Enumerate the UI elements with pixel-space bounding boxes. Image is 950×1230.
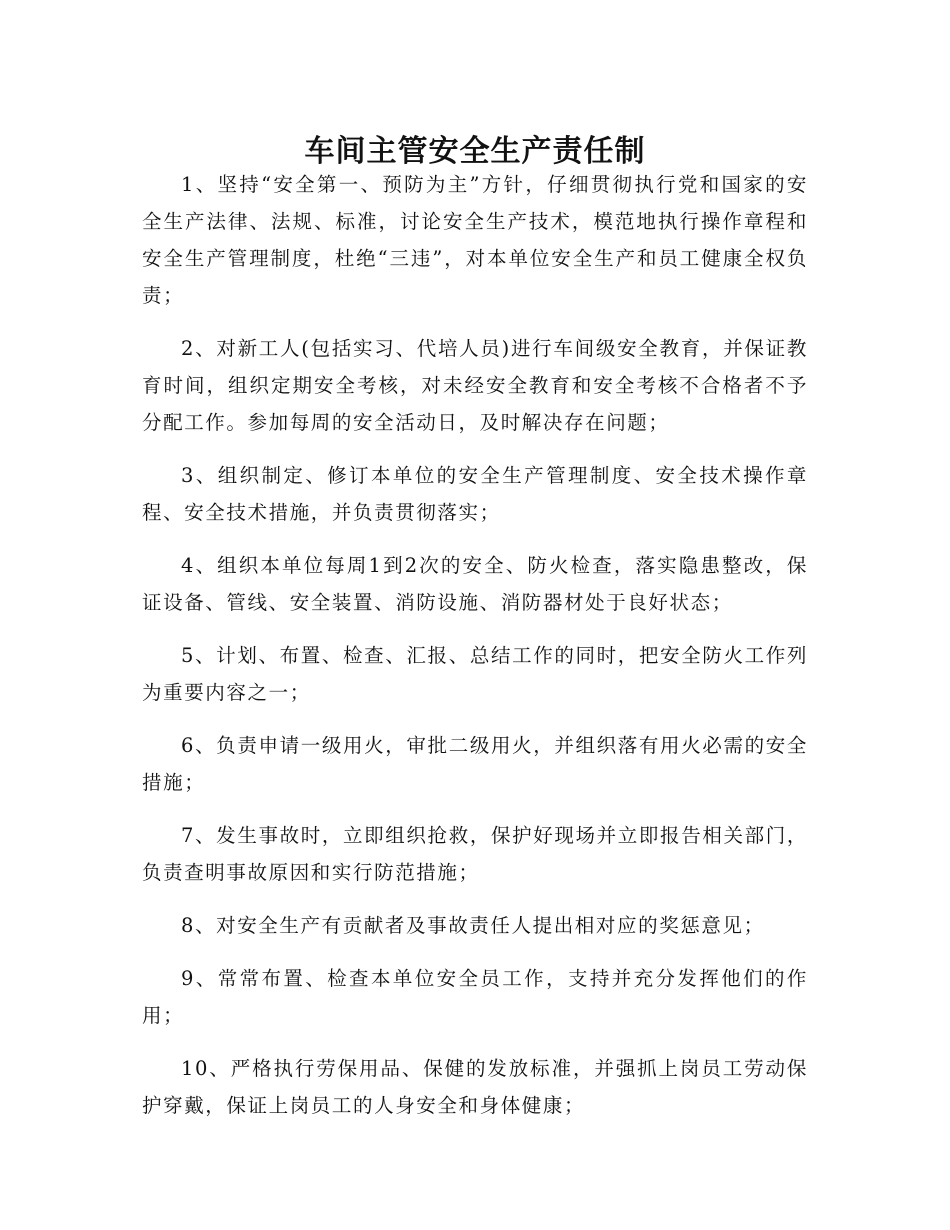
document-body: [142, 166, 808, 1140]
clause-1: 1、坚持“安全第一、预防为主”方针，仔细贯彻执行党和国家的安全生产法律、法规、标准，讨论安全生产技术，模范地执行操作章程和安全生产管理制度，杜绝“三违”，对本单位安全生产和员工健康全权负责；: [142, 173, 808, 307]
document-title: 车间主管安全生产责任制: [304, 134, 646, 170]
clause-6: 6、负责申请一级用火，审批二级用火，并组织落有用火必需的安全措施；: [142, 734, 808, 794]
clause-4: 4、组织本单位每周1到2次的安全、防火检查，落实隐患整改，保证设备、管线、安全装置、消防设施、消防器材处于良好状态；: [142, 554, 808, 614]
clause-5: 5、计划、布置、检查、汇报、总结工作的同时，把安全防火工作列为重要内容之一；: [142, 644, 808, 704]
clause-9: 9、常常布置、检查本单位安全员工作，支持并充分发挥他们的作用；: [142, 967, 808, 1027]
clause-7: 7、发生事故时，立即组织抢救，保护好现场并立即报告相关部门，负责查明事故原因和实行防范措施；: [142, 824, 808, 884]
clause-10: 10、严格执行劳保用品、保健的发放标准，并强抓上岗员工劳动保护穿戴，保证上岗员工的人身安全和身体健康；: [142, 1057, 808, 1117]
clause-2: 2、对新工人(包括实习、代培人员)进行车间级安全教育，并保证教育时间，组织定期安全考核，对未经安全教育和安全考核不合格者不予分配工作。参加每周的安全活动日，及时解决存在问题；: [142, 337, 808, 434]
clause-8: 8、对安全生产有贡献者及事故责任人提出相对应的奖惩意见；: [181, 914, 765, 937]
clause-3: 3、组织制定、修订本单位的安全生产管理制度、安全技术操作章程、安全技术措施，并负责贯彻落实；: [142, 464, 808, 524]
